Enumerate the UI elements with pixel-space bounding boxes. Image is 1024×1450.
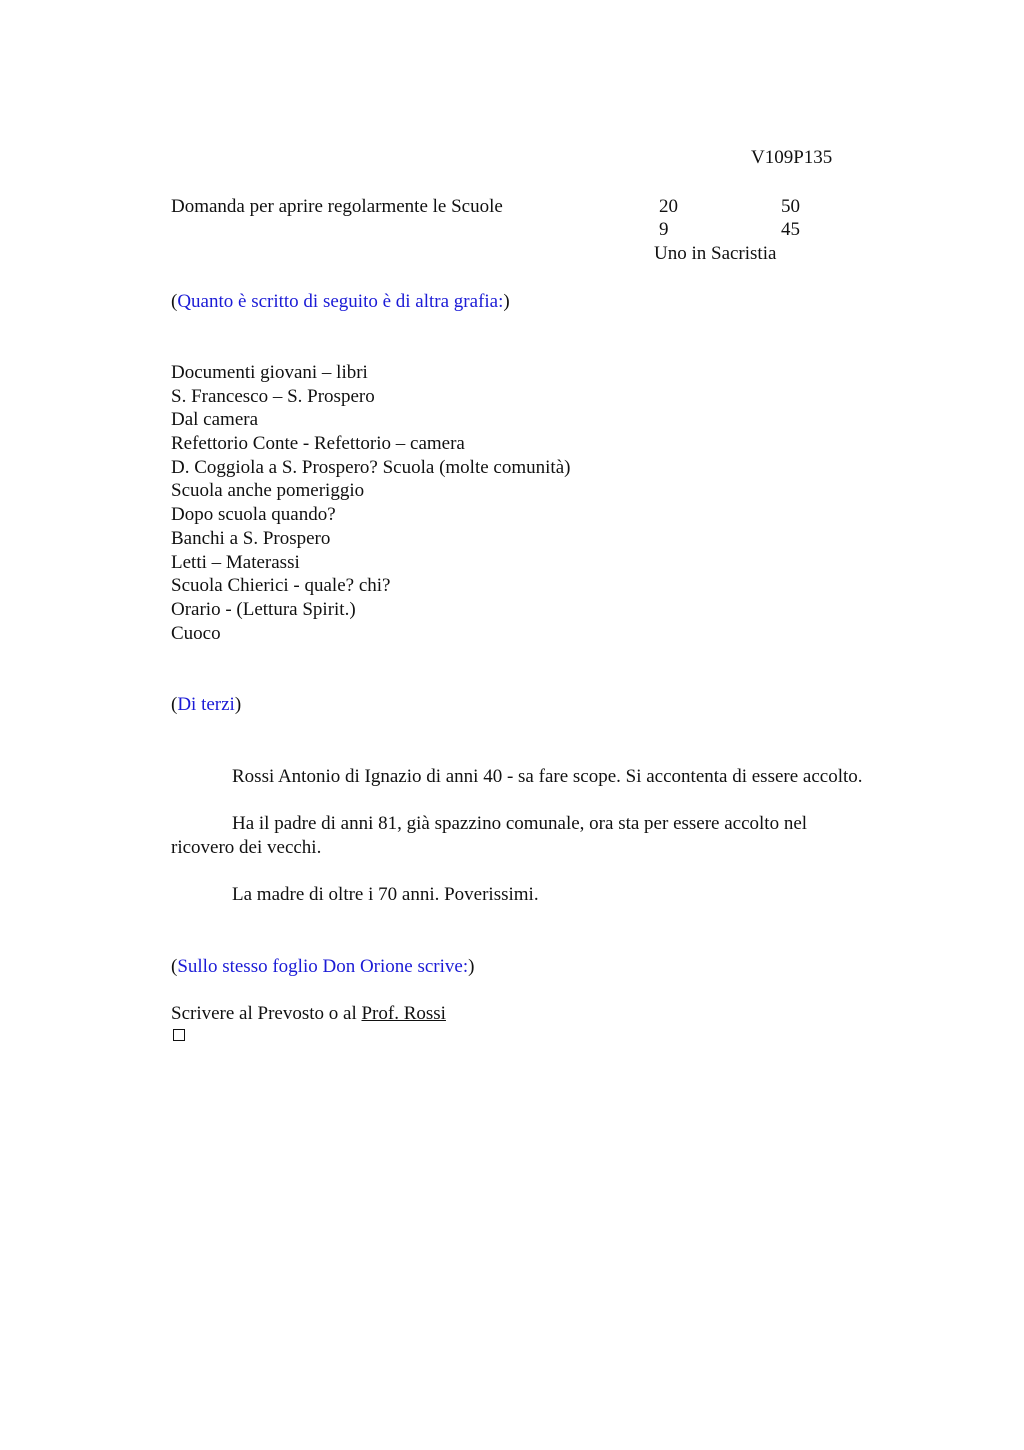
note-text: Sullo stesso foglio Don Orione scrive:: [177, 956, 469, 977]
final-instruction: [171, 1002, 446, 1026]
list-item: Letti – Materassi: [171, 551, 300, 573]
list-item: D. Coggiola a S. Prospero? Scuola (molte comunità): [171, 456, 571, 478]
list-item: Orario - (Lettura Spirit.): [171, 598, 356, 620]
paragraph-mother: La madre di oltre i 70 anni. Poverissimi.: [232, 884, 539, 905]
editorial-note-don-orione: [171, 955, 474, 979]
list-item: S. Francesco – S. Prospero: [171, 385, 375, 407]
sacristy-note: Uno in Sacristia: [654, 243, 777, 264]
empty-square-glyph: [173, 1029, 185, 1041]
note-open-paren: (: [171, 956, 178, 977]
list-item: Refettorio Conte - Refettorio – camera: [171, 433, 465, 455]
number-20: 20: [659, 196, 678, 217]
list-item: Dopo scuola quando?: [171, 504, 336, 526]
editorial-note-third-party: [171, 693, 241, 717]
editorial-note-other-handwriting: [171, 290, 510, 314]
list-item: Scuola Chierici - quale? chi?: [171, 575, 391, 597]
note-close-paren: ): [234, 694, 242, 715]
number-50: 50: [781, 196, 800, 217]
note-open-paren: (: [171, 694, 178, 715]
note-text: Di terzi: [177, 694, 235, 715]
request-title: Domanda per aprire regolarmente le Scuole: [171, 196, 503, 217]
list-item: Documenti giovani – libri: [171, 362, 368, 383]
number-9: 9: [659, 219, 669, 240]
number-45: 45: [781, 219, 800, 240]
notes-list: [171, 361, 570, 645]
paragraph-father: Ha il padre di anni 81, già spazzino comunale, ora sta per essere accolto nel ricovero dei vecchi.: [171, 813, 808, 858]
note-close-paren: ): [468, 956, 475, 977]
final-instruction-text: Scrivere al Prevosto o al: [171, 1003, 362, 1024]
document-reference: V109P135: [751, 147, 833, 168]
paragraph-rossi-antonio: Rossi Antonio di Ignazio di anni 40 - sa fare scope. Si accontenta di essere accolto.: [232, 766, 863, 787]
note-open-paren: (: [171, 291, 178, 312]
list-item: Dal camera: [171, 409, 259, 431]
list-item: Scuola anche pomeriggio: [171, 480, 365, 502]
note-text: Quanto è scritto di seguito è di altra grafia:: [177, 291, 504, 312]
prof-rossi-underlined: Prof. Rossi: [361, 1003, 446, 1024]
list-item: Banchi a S. Prospero: [171, 527, 331, 549]
list-item: Cuoco: [171, 622, 221, 644]
note-close-paren: ): [503, 291, 510, 312]
